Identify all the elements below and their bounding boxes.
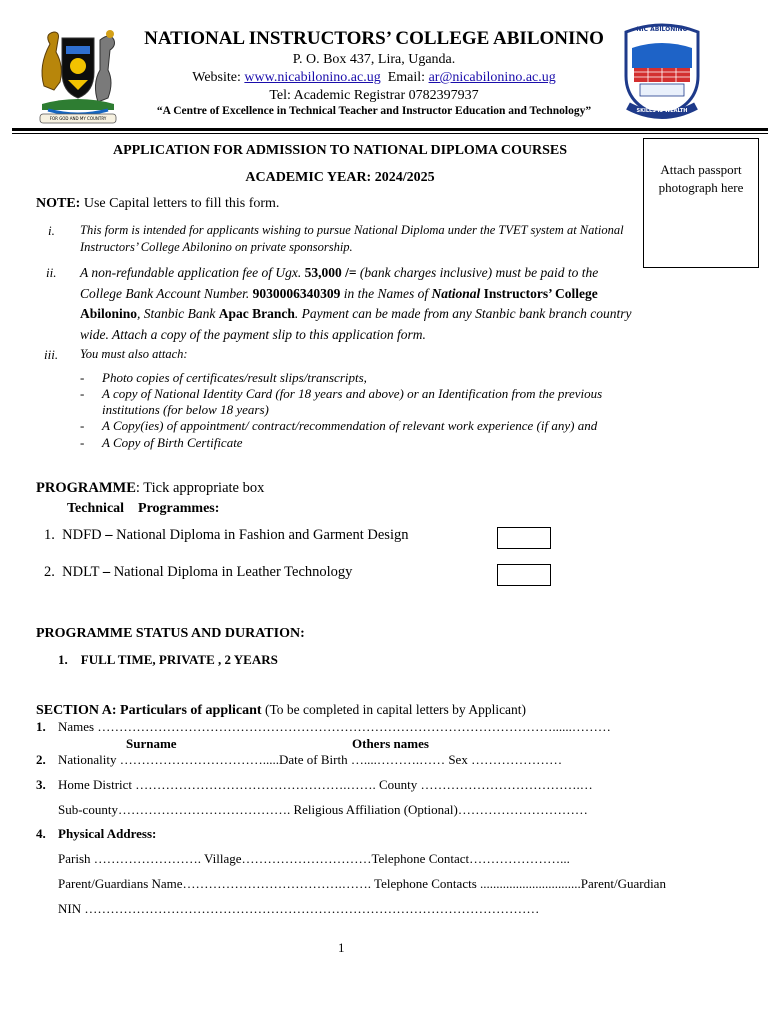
college-motto: “A Centre of Excellence in Technical Teacher and Instructor Education and Technology” [156,105,592,117]
account-name-rest: Instructors’ College Abilonino [80,285,598,321]
attachment-item: - A Copy of Birth Certificate [80,435,243,450]
header-divider-thin [12,133,768,134]
note-label: NOTE: [36,196,81,211]
technical-programmes-heading: Technical Programmes: [67,501,220,516]
note-item-text: You must also attach: [80,347,188,361]
programme-option-num: 1. [44,527,55,543]
attachment-item: - A copy of National Identity Card (for 18 years and above) or an Identification from the previous institutions (for below 18 years) [80,386,603,417]
passport-photo-box [643,138,759,268]
section-a-subtext: (To be completed in capital letters by Applicant) [261,702,527,717]
header-divider [12,128,768,131]
note-item-num: ii. [46,265,57,280]
programme-status-item: 1. FULL TIME, PRIVATE , 2 YEARS [58,652,278,667]
email-link[interactable]: ar@nicabilonino.ac.ug [428,70,556,85]
contact-line [120,70,628,86]
programme-option-ndlt: 2. NDLT – National Diploma in Leather Technology [44,564,353,580]
home-district-county-field[interactable]: Home District ………………………………………….……. County ……………………………….… [58,777,593,792]
nationality-dob-sex-field[interactable]: Nationality …………………………….....Date of Birth …....……….…… Sex ………………… [58,752,563,767]
programme-option-num: 2. [44,564,55,580]
website-link[interactable]: www.nicabilonino.ac.ug [244,70,381,85]
programme-option-name: National Diploma in Fashion and Garment Design [116,527,409,543]
form-title: APPLICATION FOR ADMISSION TO NATIONAL DIPLOMA COURSES [112,143,568,158]
question-number: 3. [36,777,46,792]
fee-amount: 53,000 /= [304,265,357,280]
email-label: Email: [387,70,429,85]
telephone-line: Tel: Academic Registrar 0782397937 [269,88,479,103]
surname-label: Surname [126,736,177,751]
programme-label: PROGRAMME [36,480,136,496]
programme-heading [36,480,264,497]
bank-account-number: 9030006340309 [252,285,341,301]
page-number: 1 [338,940,345,955]
parish-village-telephone-field[interactable]: Parish ……………………. Village…………………………Telephone Contact…………………... [58,851,570,866]
college-name: NATIONAL INSTRUCTORS’ COLLEGE ABILONINO [144,28,604,49]
note-item-num: iii. [44,347,59,362]
attachment-item: - Photo copies of certificates/result slips/transcripts, [80,370,367,385]
programme-instruction: : Tick appropriate box [135,480,265,496]
coat-of-arms-motto: FOR GOD AND MY COUNTRY [49,116,107,121]
website-label: Website: [192,70,245,85]
ndfd-tick-box[interactable] [497,527,551,549]
fee-text: A non-refundable application fee of Ugx. [80,265,305,280]
attachment-item: - A Copy(ies) of appointment/ contract/recommendation of relevant work experience (if any) and [80,418,598,433]
bank-branch: Apac Branch [218,306,295,321]
note-line [36,196,279,212]
programme-option-code: NDFD [62,527,102,543]
programme-option-name: National Diploma in Leather Technology [113,564,353,580]
college-address: P. O. Box 437, Lira, Uganda. [292,52,456,67]
account-name: National [431,285,481,301]
fee-text: in the Names of [340,285,432,301]
parent-guardian-field[interactable]: Parent/Guardians Name……………………………….……. Telephone Contacts ...............................Parent/Guardian [58,876,666,891]
attachment-text: A Copy of Birth Certificate [102,435,243,450]
other-names-label: Others names [352,736,429,751]
ndlt-tick-box[interactable] [497,564,551,586]
fee-text: , Stanbic Bank [137,306,219,321]
note-text: Use Capital letters to fill this form. [80,196,280,211]
section-a-title: SECTION A: Particulars of applicant [36,703,262,718]
programme-option-code: NDLT [62,564,100,580]
college-crest-name: NIC ABILONINO [636,26,688,33]
physical-address-label: Physical Address: [58,826,157,841]
section-a-heading [36,702,526,719]
note-item-fee [80,263,640,345]
nin-field[interactable]: NIN …………………………………………………………………………………………… [58,901,540,916]
academic-year: ACADEMIC YEAR: 2024/2025 [245,170,435,185]
note-item-num: i. [48,223,55,238]
subcounty-religion-field[interactable]: Sub-county…………………………………. Religious Affiliation (Optional)………………………… [58,802,588,817]
programme-option-ndfd: 1. NDFD – National Diploma in Fashion and Garment Design [44,527,409,543]
note-item-text: This form is intended for applicants wishing to pursue National Diploma under the TVET system at National Instructors’ College Abilonino on private sponsorship. [80,223,624,254]
question-number: 4. [36,826,46,841]
fee-text: . Payment can be made from any Stanbic bank branch country wide. Attach a copy of the payment slip to this application form. [80,306,632,342]
passport-photo-label: Attach passport photograph here [658,162,744,195]
names-field[interactable]: Names ……………………………………………………………………………………………......……… [58,719,611,734]
question-number: 2. [36,752,46,767]
college-crest-motto: SKILLS IS WEALTH [636,108,688,114]
attachment-text: A copy of National Identity Card (for 18 years and above) or an Identification from the previous institutions (for below 18 years) [102,386,603,417]
question-number: 1. [36,719,46,734]
attachment-text: A Copy(ies) of appointment/ contract/recommendation of relevant work experience (if any) and [102,418,598,433]
fee-text: (bank charges inclusive) must be paid to the College Bank Account Number. [80,265,599,301]
attachment-text: Photo copies of certificates/result slips/transcripts, [102,370,367,385]
programme-status-heading: PROGRAMME STATUS AND DURATION: [36,626,305,641]
